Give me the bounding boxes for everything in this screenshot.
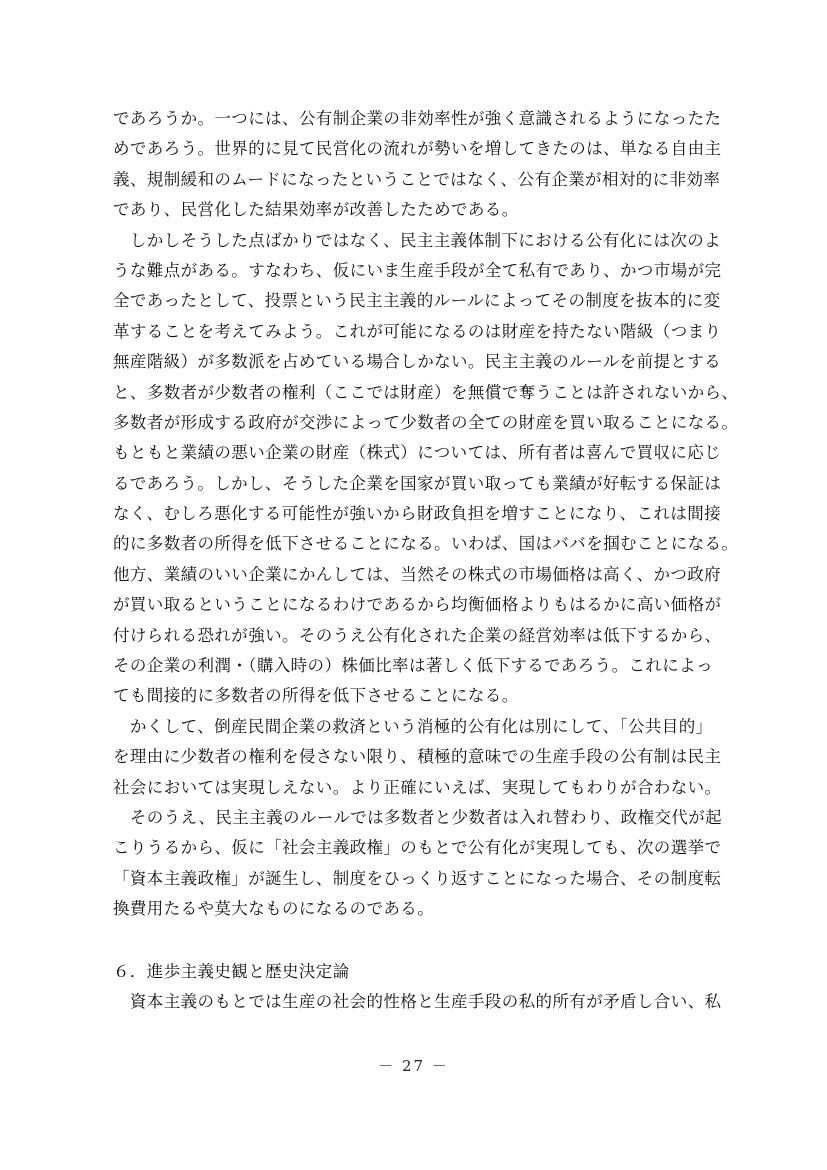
section-heading: ６．進歩主義史観と歴史決定論 bbox=[113, 961, 350, 981]
text-line: を理由に少数者の権利を侵さない限り、積極的意味での生産手段の公有制は民主 bbox=[113, 747, 722, 767]
text-line: であり、民営化した結果効率が改善したためである。 bbox=[113, 200, 519, 220]
text-line: かくして、倒産民間企業の救済という消極的公有化は別にして、「公共目的」 bbox=[113, 716, 713, 736]
text-line: なく、むしろ悪化する可能性が強いから財政負担を増すことになり、これは間接 bbox=[113, 504, 722, 524]
text-line: であろうか。一つには、公有制企業の非効率性が強く意識されるようになったた bbox=[113, 109, 722, 128]
text-line: 全であったとして、投票という民主主義的ルールによってその制度を抜本的に変 bbox=[113, 291, 721, 311]
text-line: 革することを考えてみよう。これが可能になるのは財産を持たない階級（つまり bbox=[113, 321, 722, 341]
text-line: こりうるから、仮に「社会主義政権」のもとで公有化が実現しても、次の選挙で bbox=[113, 838, 722, 858]
text-line: うな難点がある。すなわち、仮にいま生産手段が全て私有であり、かつ市場が完 bbox=[113, 260, 722, 280]
paragraph-4 bbox=[113, 803, 745, 925]
text-line: 的に多数者の所得を低下させることになる。いわば、国はババを掴むことになる。 bbox=[113, 534, 739, 554]
text-line: 換費用たるや莫大なものになるのである。 bbox=[113, 899, 435, 919]
text-line: しかしそうした点ばかりではなく、民主主義体制下における公有化には次のよ bbox=[113, 230, 722, 250]
paragraph-2 bbox=[113, 226, 745, 712]
section-6 bbox=[113, 956, 745, 1017]
text-line: 義、規制緩和のムードになったということではなく、公有企業が相対的に非効率 bbox=[113, 169, 721, 189]
body-text bbox=[113, 104, 745, 1017]
text-line: 社会においては実現しえない。より正確にいえば、実現してもわりが合わない。 bbox=[113, 777, 722, 797]
text-line: 付けられる恐れが強い。そのうえ公有化された企業の経営効率は低下するから、 bbox=[113, 625, 722, 645]
text-line: 無産階級）が多数派を占めている場合しかない。民主主義のルールを前提とする bbox=[113, 352, 722, 372]
text-line: めであろう。世界的に見て民営化の流れが勢いを増してきたのは、単なる自由主 bbox=[113, 139, 722, 159]
text-line: が買い取るということになるわけであるから均衡価格よりもはるかに高い価格が bbox=[113, 595, 722, 615]
section-gap bbox=[113, 925, 745, 956]
text-line: その企業の利潤・（購入時の）株価比率は著しく低下するであろう。これによっ bbox=[113, 656, 713, 676]
text-line: 資本主義のもとでは生産の社会的性格と生産手段の私的所有が矛盾し合い、私 bbox=[113, 991, 722, 1011]
text-line: るであろう。しかし、そうした企業を国家が買い取っても業績が好転する保証は bbox=[113, 473, 722, 493]
paragraph-3 bbox=[113, 712, 745, 803]
text-line: そのうえ、民主主義のルールでは多数者と少数者は入れ替わり、政権交代が起 bbox=[113, 807, 723, 827]
text-line: もともと業績の悪い企業の財産（株式）については、所有者は喜んで買収に応じ bbox=[113, 443, 722, 463]
text-line: と、多数者が少数者の権利（ここでは財産）を無償で奪うことは許されないから、 bbox=[113, 382, 739, 402]
text-line: 多数者が形成する政府が交渉によって少数者の全ての財産を買い取ることになる。 bbox=[113, 412, 739, 432]
text-line: ても間接的に多数者の所得を低下させることになる。 bbox=[113, 686, 519, 706]
text-line: 他方、業績のいい企業にかんしては、当然その株式の市場価格は高く、かつ政府 bbox=[113, 564, 722, 584]
page-number: － 27 － bbox=[378, 1057, 449, 1075]
paragraph-1 bbox=[113, 104, 745, 226]
text-line: 「資本主義政権」が誕生し、制度をひっくり返すことになった場合、その制度転 bbox=[113, 868, 722, 888]
